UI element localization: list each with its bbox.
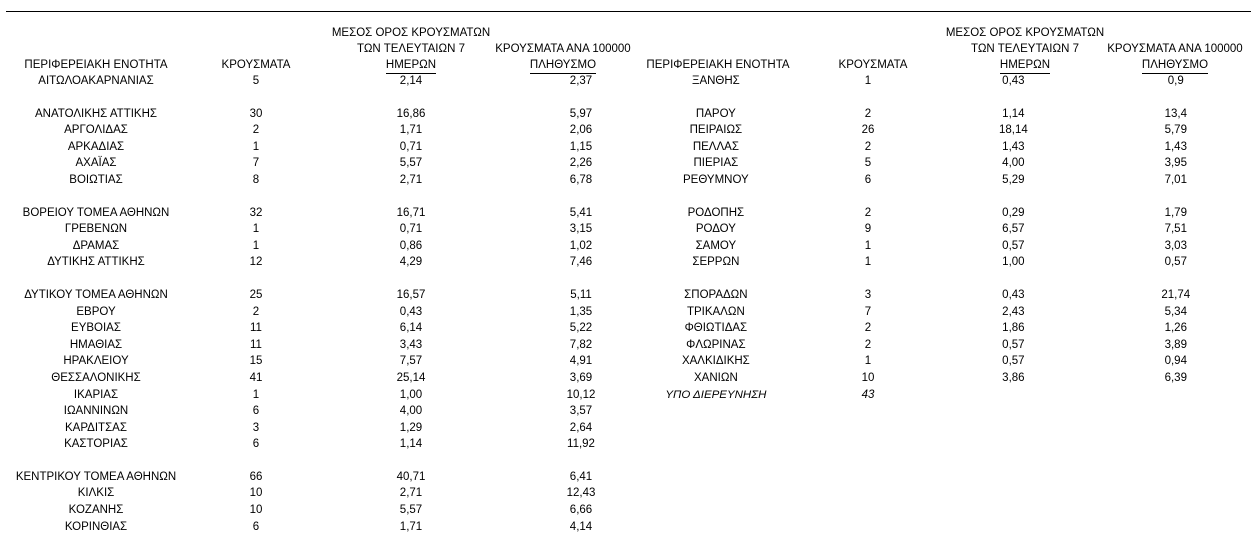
avg-cell: 5,29 bbox=[1002, 173, 1025, 186]
per100k-cell: 1,15 bbox=[569, 140, 593, 153]
table-row bbox=[6, 221, 666, 238]
per100k-cell: 6,41 bbox=[569, 470, 593, 483]
header-cases-label: ΚΡΟΥΣΜΑΤΑ bbox=[838, 59, 908, 71]
header-avg-left bbox=[326, 25, 496, 74]
header-avg-line3: ΗΜΕΡΩΝ bbox=[386, 57, 436, 74]
avg-cell: 3,86 bbox=[1002, 371, 1025, 384]
cases-cell: 6 bbox=[864, 173, 872, 186]
cases-cell: 11 bbox=[250, 322, 262, 335]
table-row bbox=[628, 73, 1257, 90]
avg-cell: 0,43 bbox=[1002, 75, 1025, 87]
header-avg-line1: ΜΕΣΟΣ ΟΡΟΣ ΚΡΟΥΣΜΑΤΩΝ bbox=[331, 27, 491, 39]
per100k-cell: 21,74 bbox=[1161, 288, 1191, 301]
cases-cell: 10 bbox=[861, 371, 875, 384]
avg-cell: 25,14 bbox=[396, 371, 426, 384]
cases-cell: 10 bbox=[249, 504, 263, 517]
table-row bbox=[628, 122, 1257, 139]
cases-cell: 6 bbox=[252, 438, 260, 451]
avg-cell: 1,00 bbox=[1002, 256, 1025, 269]
per100k-cell: 7,51 bbox=[1164, 223, 1187, 236]
header-per100k-right bbox=[1093, 41, 1257, 74]
cases-cell: 1 bbox=[252, 223, 260, 236]
avg-cell: 1,00 bbox=[399, 388, 423, 401]
per100k-cell: 3,69 bbox=[569, 371, 593, 384]
region-cell: ΒΟΙΩΤΙΑΣ bbox=[69, 173, 123, 186]
avg-cell: 1,14 bbox=[1002, 107, 1025, 120]
region-cell: ΦΘΙΩΤΙΔΑΣ bbox=[684, 322, 748, 335]
region-cell: ΕΥΒΟΙΑΣ bbox=[71, 322, 121, 335]
header-region-label: ΠΕΡΙΦΕΡΕΙΑΚΗ ΕΝΟΤΗΤΑ bbox=[646, 59, 790, 71]
region-cell: ΑΡΓΟΛΙΔΑΣ bbox=[64, 124, 128, 137]
spacer-row bbox=[6, 189, 666, 205]
avg-cell: 1,86 bbox=[1002, 322, 1025, 335]
per100k-cell: 2,37 bbox=[569, 75, 593, 87]
header-per100k-line2: ΠΛΗΘΥΣΜΟ bbox=[530, 57, 596, 74]
avg-cell: 3,43 bbox=[399, 338, 423, 351]
cases-cell: 66 bbox=[249, 470, 263, 483]
avg-cell: 7,57 bbox=[399, 355, 423, 368]
region-cell: ΔΥΤΙΚΗΣ ΑΤΤΙΚΗΣ bbox=[47, 256, 145, 269]
region-cell: ΡΟΔΟΠΗΣ bbox=[687, 206, 745, 219]
region-cell: ΓΡΕΒΕΝΩΝ bbox=[64, 223, 128, 236]
per100k-cell: 3,57 bbox=[569, 405, 593, 418]
cases-cell: 3 bbox=[864, 288, 872, 301]
avg-cell: 4,29 bbox=[399, 256, 423, 269]
header-per100k-line2: ΠΛΗΘΥΣΜΟ bbox=[1142, 57, 1208, 74]
header-per100k-line1: ΚΡΟΥΣΜΑΤΑ ΑΝΑ 100000 bbox=[1107, 43, 1243, 55]
region-cell: ΕΒΡΟΥ bbox=[76, 305, 116, 318]
avg-cell: 1,71 bbox=[399, 520, 423, 533]
per100k-cell: 0,9 bbox=[1167, 75, 1184, 87]
table-row bbox=[6, 320, 666, 337]
region-cell: ΔΡΑΜΑΣ bbox=[72, 239, 120, 252]
per100k-cell: 3,03 bbox=[1164, 239, 1187, 252]
table-row bbox=[6, 519, 666, 535]
table-row bbox=[6, 172, 666, 189]
region-cell: ΘΕΣΣΑΛΟΝΙΚΗΣ bbox=[51, 371, 141, 384]
table-row bbox=[6, 73, 666, 90]
avg-cell: 2,43 bbox=[1002, 305, 1025, 318]
avg-cell: 2,14 bbox=[399, 75, 423, 87]
avg-cell: 4,00 bbox=[1002, 157, 1025, 170]
table-row bbox=[628, 387, 1257, 404]
table-row bbox=[6, 502, 666, 519]
table-row bbox=[6, 254, 666, 271]
table-row bbox=[6, 485, 666, 502]
cases-cell: 32 bbox=[249, 206, 263, 219]
region-cell: ΣΕΡΡΩΝ bbox=[692, 256, 740, 269]
table-row bbox=[628, 221, 1257, 238]
header-region-left bbox=[6, 57, 186, 73]
region-cell: ΡΕΘΥΜΝΟΥ bbox=[683, 173, 749, 186]
per100k-cell: 4,91 bbox=[569, 355, 593, 368]
table-row bbox=[628, 370, 1257, 387]
cases-cell: 7 bbox=[252, 157, 260, 170]
per100k-cell: 6,66 bbox=[569, 504, 593, 517]
per100k-cell: 3,89 bbox=[1164, 338, 1187, 351]
spacer-row bbox=[6, 90, 666, 106]
region-cell: ΥΠΟ ΔΙΕΡΕΥΝΗΣΗ bbox=[665, 388, 767, 401]
table-row bbox=[628, 287, 1257, 304]
table-row bbox=[628, 238, 1257, 255]
table-row bbox=[628, 254, 1257, 271]
avg-cell: 5,57 bbox=[399, 504, 423, 517]
table-row bbox=[628, 205, 1257, 222]
cases-cell: 2 bbox=[864, 206, 872, 219]
cases-cell: 2 bbox=[864, 140, 872, 153]
table-row bbox=[628, 320, 1257, 337]
avg-cell bbox=[932, 387, 1094, 404]
per100k-cell: 5,97 bbox=[569, 107, 593, 120]
cases-cell: 5 bbox=[252, 75, 260, 87]
region-cell: ΣΑΜΟΥ bbox=[695, 239, 737, 252]
region-cell: ΑΧΑΪΑΣ bbox=[75, 157, 117, 170]
cases-cell: 1 bbox=[864, 355, 872, 368]
region-cell: ΒΟΡΕΙΟΥ ΤΟΜΕΑ ΑΘΗΝΩΝ bbox=[22, 206, 170, 219]
table-row bbox=[6, 436, 666, 453]
per100k-cell: 7,46 bbox=[569, 256, 593, 269]
table-row bbox=[6, 139, 666, 156]
table-row bbox=[6, 370, 666, 387]
avg-cell: 5,57 bbox=[399, 157, 423, 170]
cases-cell: 1 bbox=[864, 256, 872, 269]
avg-cell: 2,71 bbox=[399, 487, 423, 500]
per100k-cell: 2,64 bbox=[569, 421, 593, 434]
avg-cell: 16,71 bbox=[396, 206, 426, 219]
region-cell: ΣΠΟΡΑΔΩΝ bbox=[684, 288, 748, 301]
avg-cell: 0,86 bbox=[399, 239, 423, 252]
per100k-cell: 10,12 bbox=[566, 388, 596, 401]
region-cell: ΑΡΚΑΔΙΑΣ bbox=[67, 140, 125, 153]
region-cell: ΚΕΝΤΡΙΚΟΥ ΤΟΜΕΑ ΑΘΗΝΩΝ bbox=[15, 470, 177, 483]
header-region-label: ΠΕΡΙΦΕΡΕΙΑΚΗ ΕΝΟΤΗΤΑ bbox=[24, 59, 168, 71]
header-cases-left bbox=[186, 57, 326, 73]
top-rule bbox=[6, 11, 1251, 12]
avg-cell: 0,29 bbox=[1002, 206, 1025, 219]
avg-cell: 0,71 bbox=[399, 140, 423, 153]
avg-cell: 6,57 bbox=[1002, 223, 1025, 236]
per100k-cell: 11,92 bbox=[567, 438, 595, 451]
table-row bbox=[6, 205, 666, 222]
per100k-cell: 5,22 bbox=[569, 322, 593, 335]
per100k-cell: 1,43 bbox=[1164, 140, 1187, 153]
per100k-cell bbox=[1095, 387, 1257, 404]
region-cell: ΠΑΡΟΥ bbox=[695, 107, 736, 120]
cases-cell: 15 bbox=[249, 355, 263, 368]
cases-cell: 26 bbox=[861, 124, 875, 137]
region-cell: ΠΙΕΡΙΑΣ bbox=[693, 157, 739, 170]
per100k-cell: 7,82 bbox=[569, 338, 593, 351]
cases-cell: 25 bbox=[249, 288, 263, 301]
cases-cell: 1 bbox=[252, 388, 260, 401]
region-cell: ΚΙΛΚΙΣ bbox=[77, 487, 115, 500]
spacer-row bbox=[628, 189, 1257, 205]
spacer-row bbox=[628, 271, 1257, 287]
avg-cell: 0,57 bbox=[1002, 338, 1025, 351]
table-row bbox=[628, 139, 1257, 156]
region-cell: ΚΑΡΔΙΤΣΑΣ bbox=[65, 421, 127, 434]
region-cell: ΚΟΖΑΝΗΣ bbox=[68, 504, 124, 517]
cases-cell: 1 bbox=[864, 75, 872, 87]
per100k-cell: 6,39 bbox=[1164, 371, 1187, 384]
cases-cell: 43 bbox=[861, 388, 875, 401]
region-cell: ΑΝΑΤΟΛΙΚΗΣ ΑΤΤΙΚΗΣ bbox=[34, 107, 157, 120]
avg-cell: 0,43 bbox=[399, 305, 423, 318]
cases-cell: 6 bbox=[252, 520, 260, 533]
region-cell: ΧΑΝΙΩΝ bbox=[694, 371, 738, 384]
avg-cell: 16,57 bbox=[396, 288, 426, 301]
cases-cell: 9 bbox=[864, 223, 872, 236]
cases-cell: 41 bbox=[249, 371, 263, 384]
table-row bbox=[6, 238, 666, 255]
avg-cell: 1,43 bbox=[1002, 140, 1025, 153]
cases-cell: 1 bbox=[252, 239, 260, 252]
per100k-cell: 3,15 bbox=[569, 223, 593, 236]
table-row bbox=[628, 353, 1257, 370]
avg-cell: 0,71 bbox=[399, 223, 423, 236]
cases-cell: 2 bbox=[864, 322, 872, 335]
avg-cell: 1,71 bbox=[399, 124, 423, 137]
avg-cell: 0,43 bbox=[1002, 288, 1025, 301]
per100k-cell: 0,57 bbox=[1164, 256, 1187, 269]
table-row bbox=[6, 387, 666, 404]
cases-cell: 2 bbox=[252, 305, 260, 318]
per100k-cell: 5,79 bbox=[1164, 124, 1187, 137]
header-avg-right bbox=[940, 25, 1110, 74]
region-cell: ΙΩΑΝΝΙΝΩΝ bbox=[63, 405, 129, 418]
avg-cell: 6,14 bbox=[399, 322, 423, 335]
region-cell: ΗΜΑΘΙΑΣ bbox=[69, 338, 123, 351]
header-per100k-line1: ΚΡΟΥΣΜΑΤΑ ΑΝΑ 100000 bbox=[495, 43, 631, 55]
per100k-cell: 1,02 bbox=[569, 239, 593, 252]
avg-cell: 40,71 bbox=[396, 470, 426, 483]
per100k-cell: 1,26 bbox=[1164, 322, 1187, 335]
table-row bbox=[628, 172, 1257, 189]
cases-cell: 11 bbox=[250, 338, 262, 351]
cases-cell: 2 bbox=[864, 338, 872, 351]
table-row bbox=[628, 106, 1257, 123]
region-cell: ΧΑΛΚΙΔΙΚΗΣ bbox=[681, 355, 750, 368]
region-cell: ΗΡΑΚΛΕΙΟΥ bbox=[63, 355, 129, 368]
cases-cell: 7 bbox=[864, 305, 872, 318]
table-row bbox=[6, 337, 666, 354]
cases-cell: 12 bbox=[249, 256, 263, 269]
avg-cell: 1,14 bbox=[399, 438, 423, 451]
table-row bbox=[6, 420, 666, 437]
per100k-cell: 13,4 bbox=[1164, 107, 1187, 120]
region-cell: ΞΑΝΘΗΣ bbox=[691, 75, 740, 87]
cases-cell: 6 bbox=[252, 405, 260, 418]
cases-cell: 1 bbox=[864, 239, 872, 252]
table-row bbox=[6, 122, 666, 139]
spacer-row bbox=[6, 453, 666, 469]
region-cell: ΚΑΣΤΟΡΙΑΣ bbox=[64, 438, 128, 451]
avg-cell: 2,71 bbox=[399, 173, 423, 186]
right-data-table bbox=[628, 73, 1257, 403]
cases-cell: 3 bbox=[252, 421, 260, 434]
per100k-cell: 2,26 bbox=[569, 157, 593, 170]
avg-cell: 16,86 bbox=[396, 107, 426, 120]
spacer-row bbox=[628, 90, 1257, 106]
per100k-cell: 3,95 bbox=[1164, 157, 1187, 170]
table-row bbox=[6, 403, 666, 420]
avg-cell: 18,14 bbox=[998, 124, 1028, 137]
cases-cell: 1 bbox=[252, 140, 260, 153]
avg-cell: 4,00 bbox=[399, 405, 423, 418]
header-avg-line1: ΜΕΣΟΣ ΟΡΟΣ ΚΡΟΥΣΜΑΤΩΝ bbox=[945, 27, 1105, 39]
cases-cell: 10 bbox=[249, 487, 263, 500]
per100k-cell: 5,34 bbox=[1164, 305, 1187, 318]
table-row bbox=[628, 304, 1257, 321]
avg-cell: 1,29 bbox=[399, 421, 423, 434]
per100k-cell: 1,79 bbox=[1164, 206, 1187, 219]
region-cell: ΠΕΛΛΑΣ bbox=[692, 140, 739, 153]
region-cell: ΚΟΡΙΝΘΙΑΣ bbox=[64, 520, 128, 533]
table-row bbox=[6, 469, 666, 486]
per100k-cell: 0,94 bbox=[1164, 355, 1187, 368]
left-data-table bbox=[6, 73, 666, 535]
table-row bbox=[6, 304, 666, 321]
per100k-cell: 2,06 bbox=[569, 124, 593, 137]
header-avg-line2: ΤΩΝ ΤΕΛΕΥΤΑΙΩΝ 7 bbox=[357, 43, 465, 55]
header-cases-label: ΚΡΟΥΣΜΑΤΑ bbox=[221, 59, 291, 71]
cases-cell: 30 bbox=[249, 107, 263, 120]
region-cell: ΑΙΤΩΛΟΑΚΑΡΝΑΝΙΑΣ bbox=[38, 75, 154, 87]
cases-cell: 5 bbox=[864, 157, 872, 170]
per100k-cell: 5,41 bbox=[569, 206, 593, 219]
avg-cell: 0,57 bbox=[1002, 355, 1025, 368]
cases-cell: 2 bbox=[864, 107, 872, 120]
spacer-row bbox=[6, 271, 666, 287]
table-row bbox=[628, 337, 1257, 354]
table-row bbox=[628, 155, 1257, 172]
header-avg-line3: ΗΜΕΡΩΝ bbox=[1000, 57, 1050, 74]
region-cell: ΔΥΤΙΚΟΥ ΤΟΜΕΑ ΑΘΗΝΩΝ bbox=[24, 288, 168, 301]
cases-cell: 2 bbox=[252, 124, 260, 137]
table-row bbox=[6, 287, 666, 304]
region-cell: ΡΟΔΟΥ bbox=[695, 223, 736, 236]
per100k-cell: 1,35 bbox=[569, 305, 593, 318]
header-region-right bbox=[628, 57, 808, 73]
per100k-cell: 7,01 bbox=[1164, 173, 1187, 186]
cases-cell: 8 bbox=[252, 173, 260, 186]
per100k-cell: 12,43 bbox=[566, 487, 596, 500]
region-cell: ΦΛΩΡΙΝΑΣ bbox=[686, 338, 746, 351]
region-cell: ΠΕΙΡΑΙΩΣ bbox=[689, 124, 743, 137]
header-avg-line2: ΤΩΝ ΤΕΛΕΥΤΑΙΩΝ 7 bbox=[971, 43, 1079, 55]
per100k-cell: 5,11 bbox=[570, 288, 592, 301]
header-cases-right bbox=[803, 57, 943, 73]
region-cell: ΙΚΑΡΙΑΣ bbox=[73, 388, 119, 401]
avg-cell: 0,57 bbox=[1002, 239, 1025, 252]
table-row bbox=[6, 155, 666, 172]
table-row bbox=[6, 353, 666, 370]
per100k-cell: 6,78 bbox=[569, 173, 593, 186]
region-cell: ΤΡΙΚΑΛΩΝ bbox=[686, 305, 745, 318]
per100k-cell: 4,14 bbox=[569, 520, 593, 533]
table-row bbox=[6, 106, 666, 123]
header-per100k-left bbox=[478, 41, 648, 74]
